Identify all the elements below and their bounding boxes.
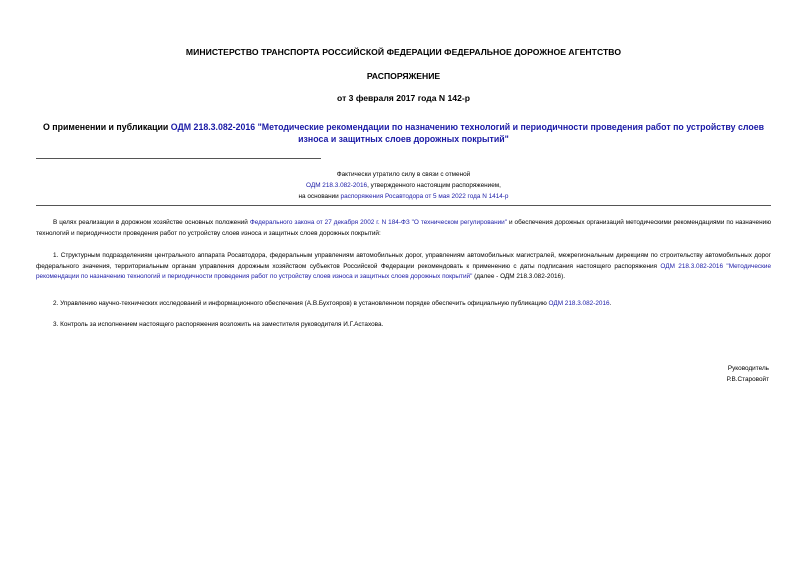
item-1-paragraph: [36, 251, 771, 283]
signature-block: [727, 363, 769, 385]
status-note-line3: [200, 191, 607, 202]
status-note-line2-text: , утвержденного настоящим распоряжением,: [367, 182, 501, 189]
item-1-text-1: 1. Структурным подразделениям центрального аппарата Росавтодора, федеральным управлениям автомобильных дорог, управлениям автомобильных магистралей, межрегиональным дирекциям по строительству автомобильных дорог федерального значения, территориальным органам управления дорожным хозяйством субъектов Российской Федерации рекомендовать к применению с даты подписания настоящего распоряжения: [36, 252, 771, 270]
item-3-paragraph: 3. Контроль за исполнением настоящего распоряжения возложить на заместителя руководителя И.Г.Астахова.: [53, 321, 384, 328]
federal-law-link[interactable]: Федерального закона от 27 декабря 2002 г. N 184-ФЗ "О техническом регулировании": [249, 219, 508, 226]
item-2-text-1: 2. Управлению научно-технических исследований и информационного обеспечения (А.В.Бухтояров) в установленном порядке обеспечить официальную публикацию: [53, 300, 549, 307]
status-note-line3-text: на основании: [298, 193, 341, 200]
document-date-number: от 3 февраля 2017 года N 142-р: [337, 93, 470, 103]
document-subject: [36, 121, 771, 145]
item-2-odm-link[interactable]: ОДМ 218.3.082-2016: [548, 300, 610, 307]
item-1-odm-link[interactable]: ОДМ 218.3.082-2016 "Методические рекомендации по назначению технологий и периодичности проведения работ по устройству слоев износа и защитных слоев дорожных покрытий": [36, 262, 771, 281]
status-note-line2: [200, 180, 607, 191]
status-note-line1: Фактически утратило силу в связи с отменой: [336, 171, 471, 178]
ministry-header: МИНИСТЕРСТВО ТРАНСПОРТА РОССИЙСКОЙ ФЕДЕРАЦИИ ФЕДЕРАЛЬНОЕ ДОРОЖНОЕ АГЕНТСТВО: [185, 47, 622, 57]
divider-full: [36, 205, 771, 206]
item-2-text-2: .: [609, 300, 612, 307]
subject-prefix: О применении и публикации: [42, 122, 171, 132]
status-note-odm-link[interactable]: ОДМ 218.3.082-2016: [306, 182, 368, 189]
divider-short: [36, 158, 321, 159]
preamble-paragraph: [36, 218, 771, 239]
item-2-paragraph: [36, 299, 771, 310]
preamble-text-2: и обеспечения дорожных организаций методическими рекомендациями по назначению технологий и периодичности проведения работ по устройству слоев износа и защитных слоев дорожных покрытий:: [36, 219, 772, 237]
item-1-text-2: (далее - ОДМ 218.3.082-2016).: [472, 273, 566, 281]
preamble-text-1: В целях реализации в дорожном хозяйстве основных положений: [53, 219, 250, 226]
document-type: РАСПОРЯЖЕНИЕ: [366, 71, 441, 81]
subject-link[interactable]: ОДМ 218.3.082-2016 "Методические рекомендации по назначению технологий и периодичности проведения работ по устройству слоев износа и защитных слоев дорожных покрытий": [170, 122, 764, 144]
status-note: [200, 169, 607, 202]
status-note-order-link[interactable]: распоряжения Росавтодора от 5 мая 2022 года N 1414-р: [340, 193, 509, 200]
signature-name: Р.В.Старовойт: [726, 376, 769, 383]
signature-position: Руководитель: [727, 365, 769, 372]
